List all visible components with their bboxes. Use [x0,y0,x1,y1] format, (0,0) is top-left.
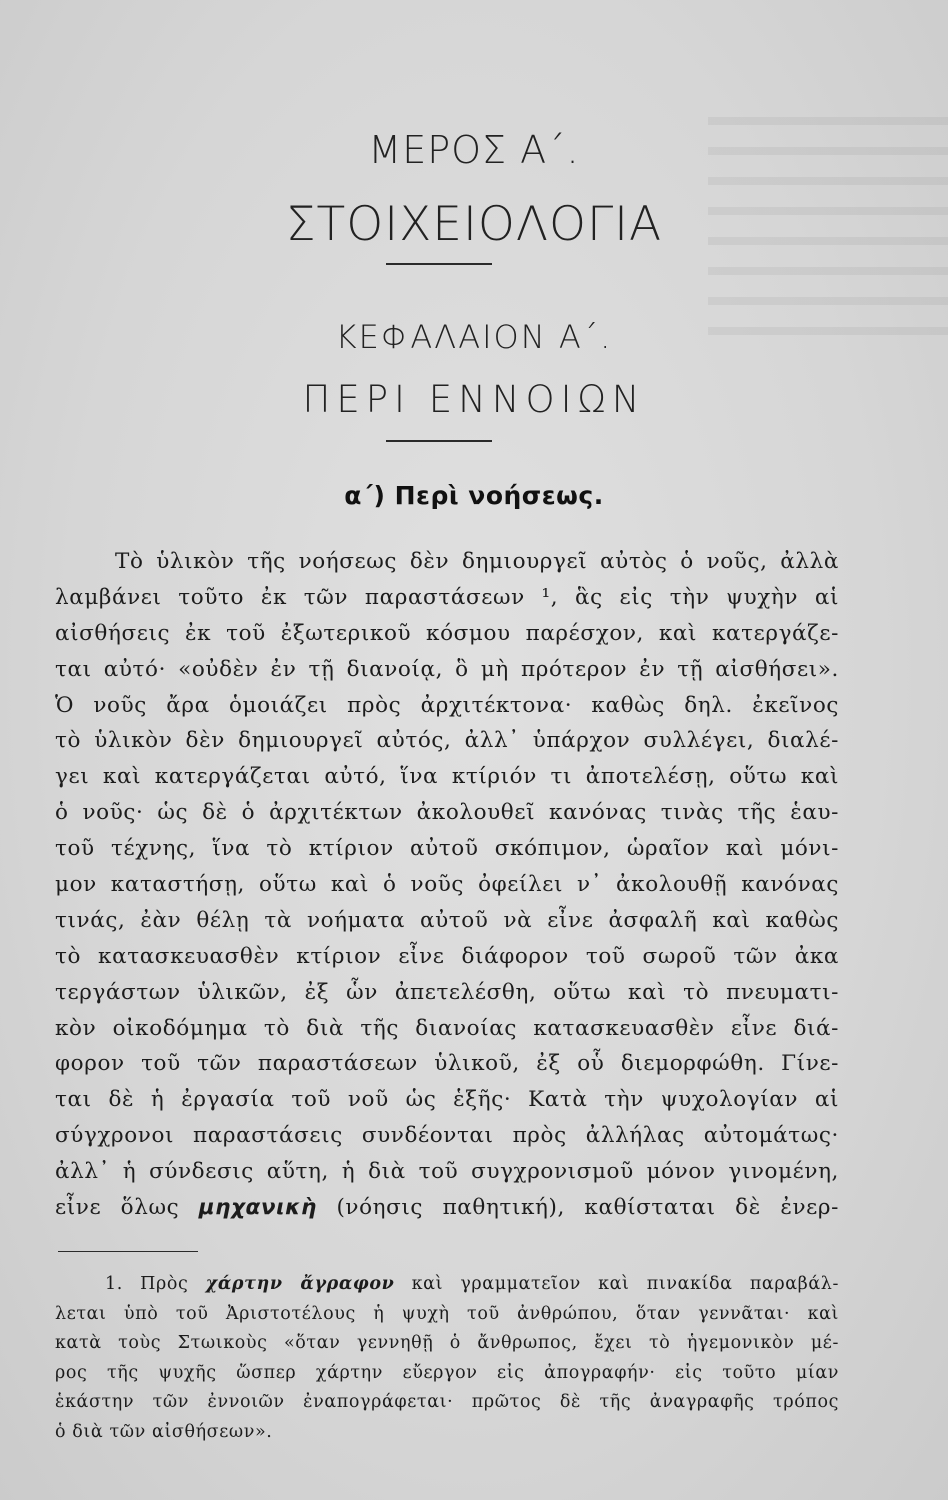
text-segment: εἶνε ὅλως [55,1195,180,1221]
footnote-divider [58,1251,198,1252]
footnote-line: ὁ διὰ τῶν αἰσθήσεων». [55,1421,273,1442]
footnote-line: ρος τῆς ψυχῆς ὥσπερ χάρτην εὔεργον εἰς ἀπογραφήν· εἰς τοῦτο μίαν [55,1362,839,1383]
footnote-segment: 1. Πρὸς [105,1274,189,1294]
text-line: λαμβάνει τοῦτο ἐκ τῶν παραστάσεων ¹, ἃς εἰς τὴν ψυχὴν αἱ [55,584,839,610]
footnote-line: ἑκάστην τῶν ἐννοιῶν ἐναπογράφεται· πρῶτος δὲ τῆς ἀναγραφῆς τρόπος [55,1392,839,1413]
text-line: τινάς, ἐὰν θέλῃ τὰ νοήματα αὐτοῦ νὰ εἶνε ἀσφαλῆ καὶ καθὼς [55,907,839,933]
text-line: φορον τοῦ τῶν παραστάσεων ὑλικοῦ, ἐξ οὗ διεμορφώθη. Γίνε- [55,1051,839,1077]
part-heading: ΜΕΡΟΣ Α΄. [368,128,580,172]
chapter-heading: ΚΕΦΑΛΑΙΟΝ Α΄. [335,318,613,356]
text-line: Ὁ νοῦς ἄρα ὁμοιάζει πρὸς ἀρχιτέκτονα· καθὼς δηλ. ἐκεῖνος [55,692,839,718]
text-line: τεργάστων ὑλικῶν, ἐξ ὧν ἀπετελέσθη, οὕτω καὶ τὸ πνευματι- [55,979,839,1005]
text-line: ὁ νοῦς· ὡς δὲ ὁ ἀρχιτέκτων ἀκολουθεῖ κανόνας τινὰς τῆς ἑαυ- [55,800,839,826]
text-line-last [55,1190,839,1226]
text-line: σύγχρονοι παραστάσεις συνδέονται πρὸς ἀλλήλας αὐτομάτως· [55,1123,839,1149]
chapter-title: ΠΕΡΙ ΕΝΝΟΙΩΝ [302,378,646,421]
part-title: ΣΤΟΙΧΕΙΟΛΟΓΙΑ [285,197,663,252]
footnote-emphasis: χάρτην ἄγραφον [205,1274,395,1294]
title-divider [386,263,492,265]
text-line: Τὸ ὑλικὸν τῆς νοήσεως δὲν δημιουργεῖ αὐτὸς ὁ νοῦς, ἀλλὰ [115,549,839,574]
body-paragraph [55,544,839,1226]
text-line: ται δὲ ἡ ἐργασία τοῦ νοῦ ὡς ἑξῆς· Κατὰ τὴν ψυχολογίαν αἱ [55,1087,839,1113]
text-segment: (νόησις παθητική), καθίσταται δὲ ἐνερ- [336,1195,839,1221]
text-line: τὸ ὑλικὸν δὲν δημιουργεῖ αὐτός, ἀλλ᾽ ὑπάρχον συλλέγει, διαλέ- [55,728,839,754]
footnote-line [55,1270,839,1300]
text-line: γει καὶ κατεργάζεται αὐτό, ἵνα κτίριόν τι ἀποτελέσῃ, οὕτω καὶ [55,764,839,790]
footnote-segment: καὶ γραμματεῖον καὶ πινακίδα παραβάλ- [411,1274,839,1294]
section-heading: α΄) Περὶ νοήσεως. [344,481,604,510]
text-line: ἀλλ᾽ ἡ σύνδεσις αὕτη, ἡ διὰ τοῦ συγχρονισμοῦ μόνον γινομένη, [55,1159,839,1185]
text-line: μον καταστήσῃ, οὕτω καὶ ὁ νοῦς ὀφείλει ν᾽ ἀκολουθῇ κανόνας [55,872,839,898]
footnote-line: κατὰ τοὺς Στωικοὺς «ὅταν γεννηθῇ ὁ ἄνθρωπος, ἔχει τὸ ἡγεμονικὸν μέ- [55,1333,839,1354]
text-line: αἰσθήσεις ἐκ τοῦ ἐξωτερικοῦ κόσμου παρέσχον, καὶ κατεργάζε- [55,620,839,646]
text-line: ται αὐτό· «οὐδὲν ἐν τῇ διανοίᾳ, ὃ μὴ πρότερον ἐν τῇ αἰσθήσει». [55,656,839,682]
text-line: τὸ κατασκευασθὲν κτίριον εἶνε διάφορον τοῦ σωροῦ τῶν ἀκα [55,943,839,969]
text-line: κὸν οἰκοδόμημα τὸ διὰ τῆς διανοίας κατασκευασθὲν εἶνε διά- [55,1015,839,1041]
text-line: τοῦ τέχνης, ἵνα τὸ κτίριον αὐτοῦ σκόπιμον, ὡραῖον καὶ μόνι- [55,836,839,862]
emphasized-term: μηχανικὴ [198,1195,317,1221]
footnote [55,1270,839,1448]
footnote-line: λεται ὑπὸ τοῦ Ἀριστοτέλους ἡ ψυχὴ τοῦ ἀνθρώπου, ὅταν γεννᾶται· καὶ [55,1303,839,1324]
chapter-divider [386,440,492,442]
